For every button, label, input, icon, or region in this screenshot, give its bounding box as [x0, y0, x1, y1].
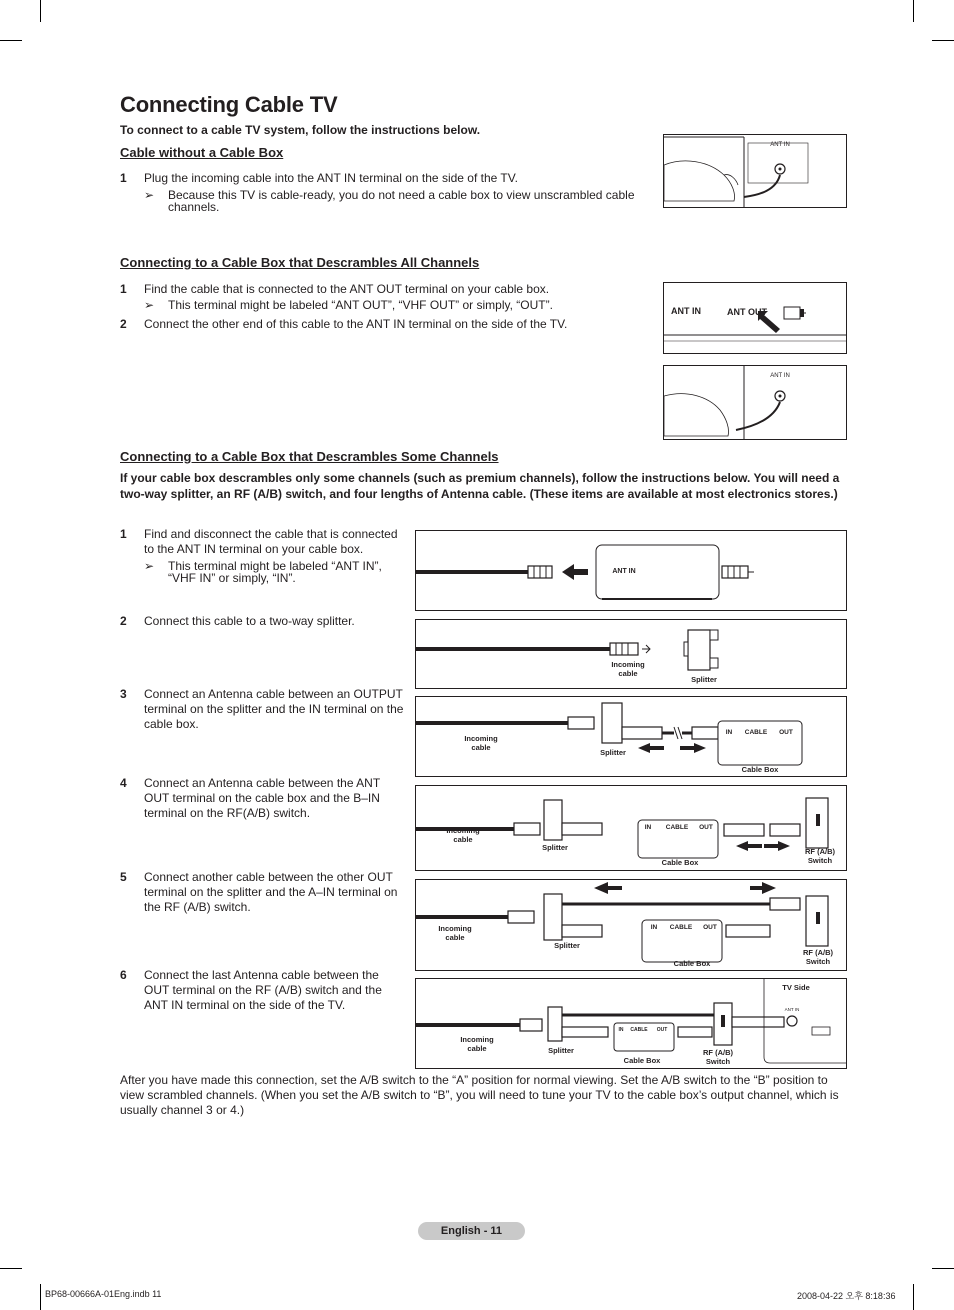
- crop-mark: [40, 1284, 41, 1310]
- after-paragraph: After you have made this connection, set the A/B switch to the “A” position for normal viewing. Set the A/B switch to the “B” position to view scrambled channels. (When you set the A/B switch to “B”, you will need to tune your TV to the cable box’s output channel, which is usually channel 3 or 4.): [120, 1073, 839, 1117]
- cable-box-label: Cable Box: [673, 959, 711, 968]
- tv-ant-in-label: ANT IN: [784, 1007, 800, 1012]
- step-number: 1: [120, 282, 127, 296]
- note: [144, 299, 644, 313]
- box-cable-label: CABLE: [669, 924, 693, 931]
- box-out-label: OUT: [703, 924, 717, 931]
- step-text: Connect an Antenna cable between the ANT OUT terminal on the cable box and the B–IN terminal on the RF(A/B) switch.: [144, 776, 380, 820]
- note-arrow-icon: ➢: [144, 298, 155, 312]
- box-cable-label: CABLE: [744, 729, 768, 736]
- page-title: Connecting Cable TV: [120, 92, 338, 117]
- step-4: [120, 776, 405, 822]
- figure-tv-ant-in-2: [663, 365, 847, 440]
- figure-label: ANT IN: [770, 373, 790, 379]
- note-arrow-icon: ➢: [144, 188, 155, 202]
- box-in-label: IN: [725, 729, 733, 736]
- figure-tv-ant-in: [663, 134, 847, 208]
- crop-mark: [932, 1268, 954, 1269]
- step-text: Connect the other end of this cable to the ANT IN terminal on the side of the TV.: [144, 317, 568, 331]
- step-text: Connect this cable to a two-way splitter.: [144, 614, 355, 628]
- splitter-label: Splitter: [554, 941, 580, 950]
- incoming-cable-label: Incoming cable: [460, 1035, 494, 1053]
- intro-text: To connect to a cable TV system, follow the instructions below.: [120, 123, 481, 137]
- incoming-cable-label: Incoming cable: [464, 734, 498, 752]
- step-text: Plug the incoming cable into the ANT IN terminal on the side of the TV.: [144, 171, 518, 185]
- step-2: [120, 614, 405, 630]
- section-intro: If your cable box descrambles only some channels (such as premium channels), follow the instructions below. You will need a two-way splitter, an RF (A/B) switch, and four lengths of Antenna cable. (These items are available at most electronics stores.): [120, 471, 840, 501]
- box-in-label: IN: [650, 924, 658, 931]
- section-heading-no-box: Cable without a Cable Box: [120, 145, 284, 160]
- tv-side-label: TV Side: [782, 983, 810, 992]
- rf-switch-label: RF (A/B) Switch: [805, 847, 835, 865]
- box-out-label: OUT: [656, 1027, 668, 1033]
- splitter-label: Splitter: [542, 843, 568, 852]
- figure-splitter: [415, 619, 847, 689]
- step-1: [120, 527, 405, 559]
- crop-mark: [913, 1284, 914, 1310]
- step-text: Find the cable that is connected to the ANT OUT terminal on your cable box.: [144, 282, 550, 296]
- footer-timestamp: 2008-04-22 오후 8:18:36: [797, 1291, 896, 1301]
- note-text: This terminal might be labeled “ANT OUT”, “VHF OUT” or simply, “OUT”.: [168, 298, 553, 312]
- rf-switch-label: RF (A/B) Switch: [803, 948, 833, 966]
- figure-cable-box-ant-out: [663, 282, 847, 354]
- figure-label: ANT IN: [770, 142, 790, 148]
- cable-box-label: Cable Box: [623, 1056, 661, 1065]
- step-text: Connect the last Antenna cable between the OUT terminal on the RF (A/B) switch and the ANT IN terminal on the side of the TV.: [144, 968, 382, 1012]
- cable-box-label: Cable Box: [741, 765, 779, 774]
- section-heading-all-channels: Connecting to a Cable Box that Descrambles All Channels: [120, 255, 480, 270]
- box-in-label: IN: [618, 1027, 624, 1033]
- step-number: 3: [120, 687, 127, 701]
- rf-switch-label: RF (A/B) Switch: [703, 1048, 733, 1066]
- box-cable-label: CABLE: [630, 1027, 648, 1033]
- step-number: 4: [120, 776, 127, 790]
- step-number: 2: [120, 614, 127, 628]
- incoming-cable-label: Incoming cable: [611, 660, 645, 678]
- crop-mark: [0, 40, 22, 41]
- step-1: [120, 171, 650, 187]
- splitter-label: Splitter: [691, 675, 717, 684]
- splitter-label: Splitter: [600, 748, 626, 757]
- note-text: This terminal might be labeled “ANT IN”, “VHF IN” or simply, “IN”.: [168, 559, 382, 585]
- ant-out-label: ANT OUT: [727, 307, 767, 317]
- note: [144, 560, 404, 586]
- splitter-label: Splitter: [548, 1046, 574, 1055]
- step-1: [120, 282, 650, 298]
- step-text: Find and disconnect the cable that is connected to the ANT IN terminal on your cable box.: [144, 527, 398, 556]
- figure-splitter-to-rf-switch: [415, 879, 847, 971]
- step-number: 2: [120, 317, 127, 331]
- note-arrow-icon: ➢: [144, 559, 155, 573]
- crop-mark: [0, 1268, 22, 1269]
- step-number: 1: [120, 527, 127, 541]
- footer-file: BP68-00666A-01Eng.indb 11: [45, 1289, 162, 1299]
- figure-rf-switch-to-tv: [415, 978, 847, 1069]
- step-text: Connect an Antenna cable between an OUTPUT terminal on the splitter and the IN terminal on the cable box.: [144, 687, 404, 731]
- section-heading-some-channels: Connecting to a Cable Box that Descrambles Some Channels: [120, 449, 499, 464]
- incoming-cable-label: Incoming cable: [446, 826, 480, 844]
- ant-in-label: ANT IN: [612, 568, 636, 575]
- figure-box-to-rf-switch: [415, 785, 847, 871]
- step-number: 6: [120, 968, 127, 982]
- ant-in-label: ANT IN: [671, 306, 701, 316]
- step-6: [120, 968, 405, 1014]
- figure-disconnect-ant-in: [415, 530, 847, 611]
- crop-mark: [40, 0, 41, 22]
- figure-splitter-to-box: [415, 696, 847, 777]
- cable-box-label: Cable Box: [661, 858, 699, 867]
- box-in-label: IN: [644, 824, 652, 831]
- crop-mark: [932, 40, 954, 41]
- incoming-cable-label: Incoming cable: [438, 924, 472, 942]
- step-text: Connect another cable between the other OUT terminal on the splitter and the A–IN terminal on the RF (A/B) switch.: [144, 870, 398, 914]
- crop-mark: [913, 0, 914, 22]
- step-number: 5: [120, 870, 127, 884]
- step-2: [120, 317, 650, 333]
- note: [144, 189, 654, 215]
- page-number: English - 11: [418, 1222, 525, 1240]
- box-out-label: OUT: [699, 824, 713, 831]
- note-text: Because this TV is cable-ready, you do not need a cable box to view unscrambled cable channels.: [168, 188, 635, 214]
- step-number: 1: [120, 171, 127, 185]
- step-3: [120, 687, 405, 733]
- step-5: [120, 870, 405, 916]
- box-cable-label: CABLE: [665, 824, 689, 831]
- box-out-label: OUT: [779, 729, 793, 736]
